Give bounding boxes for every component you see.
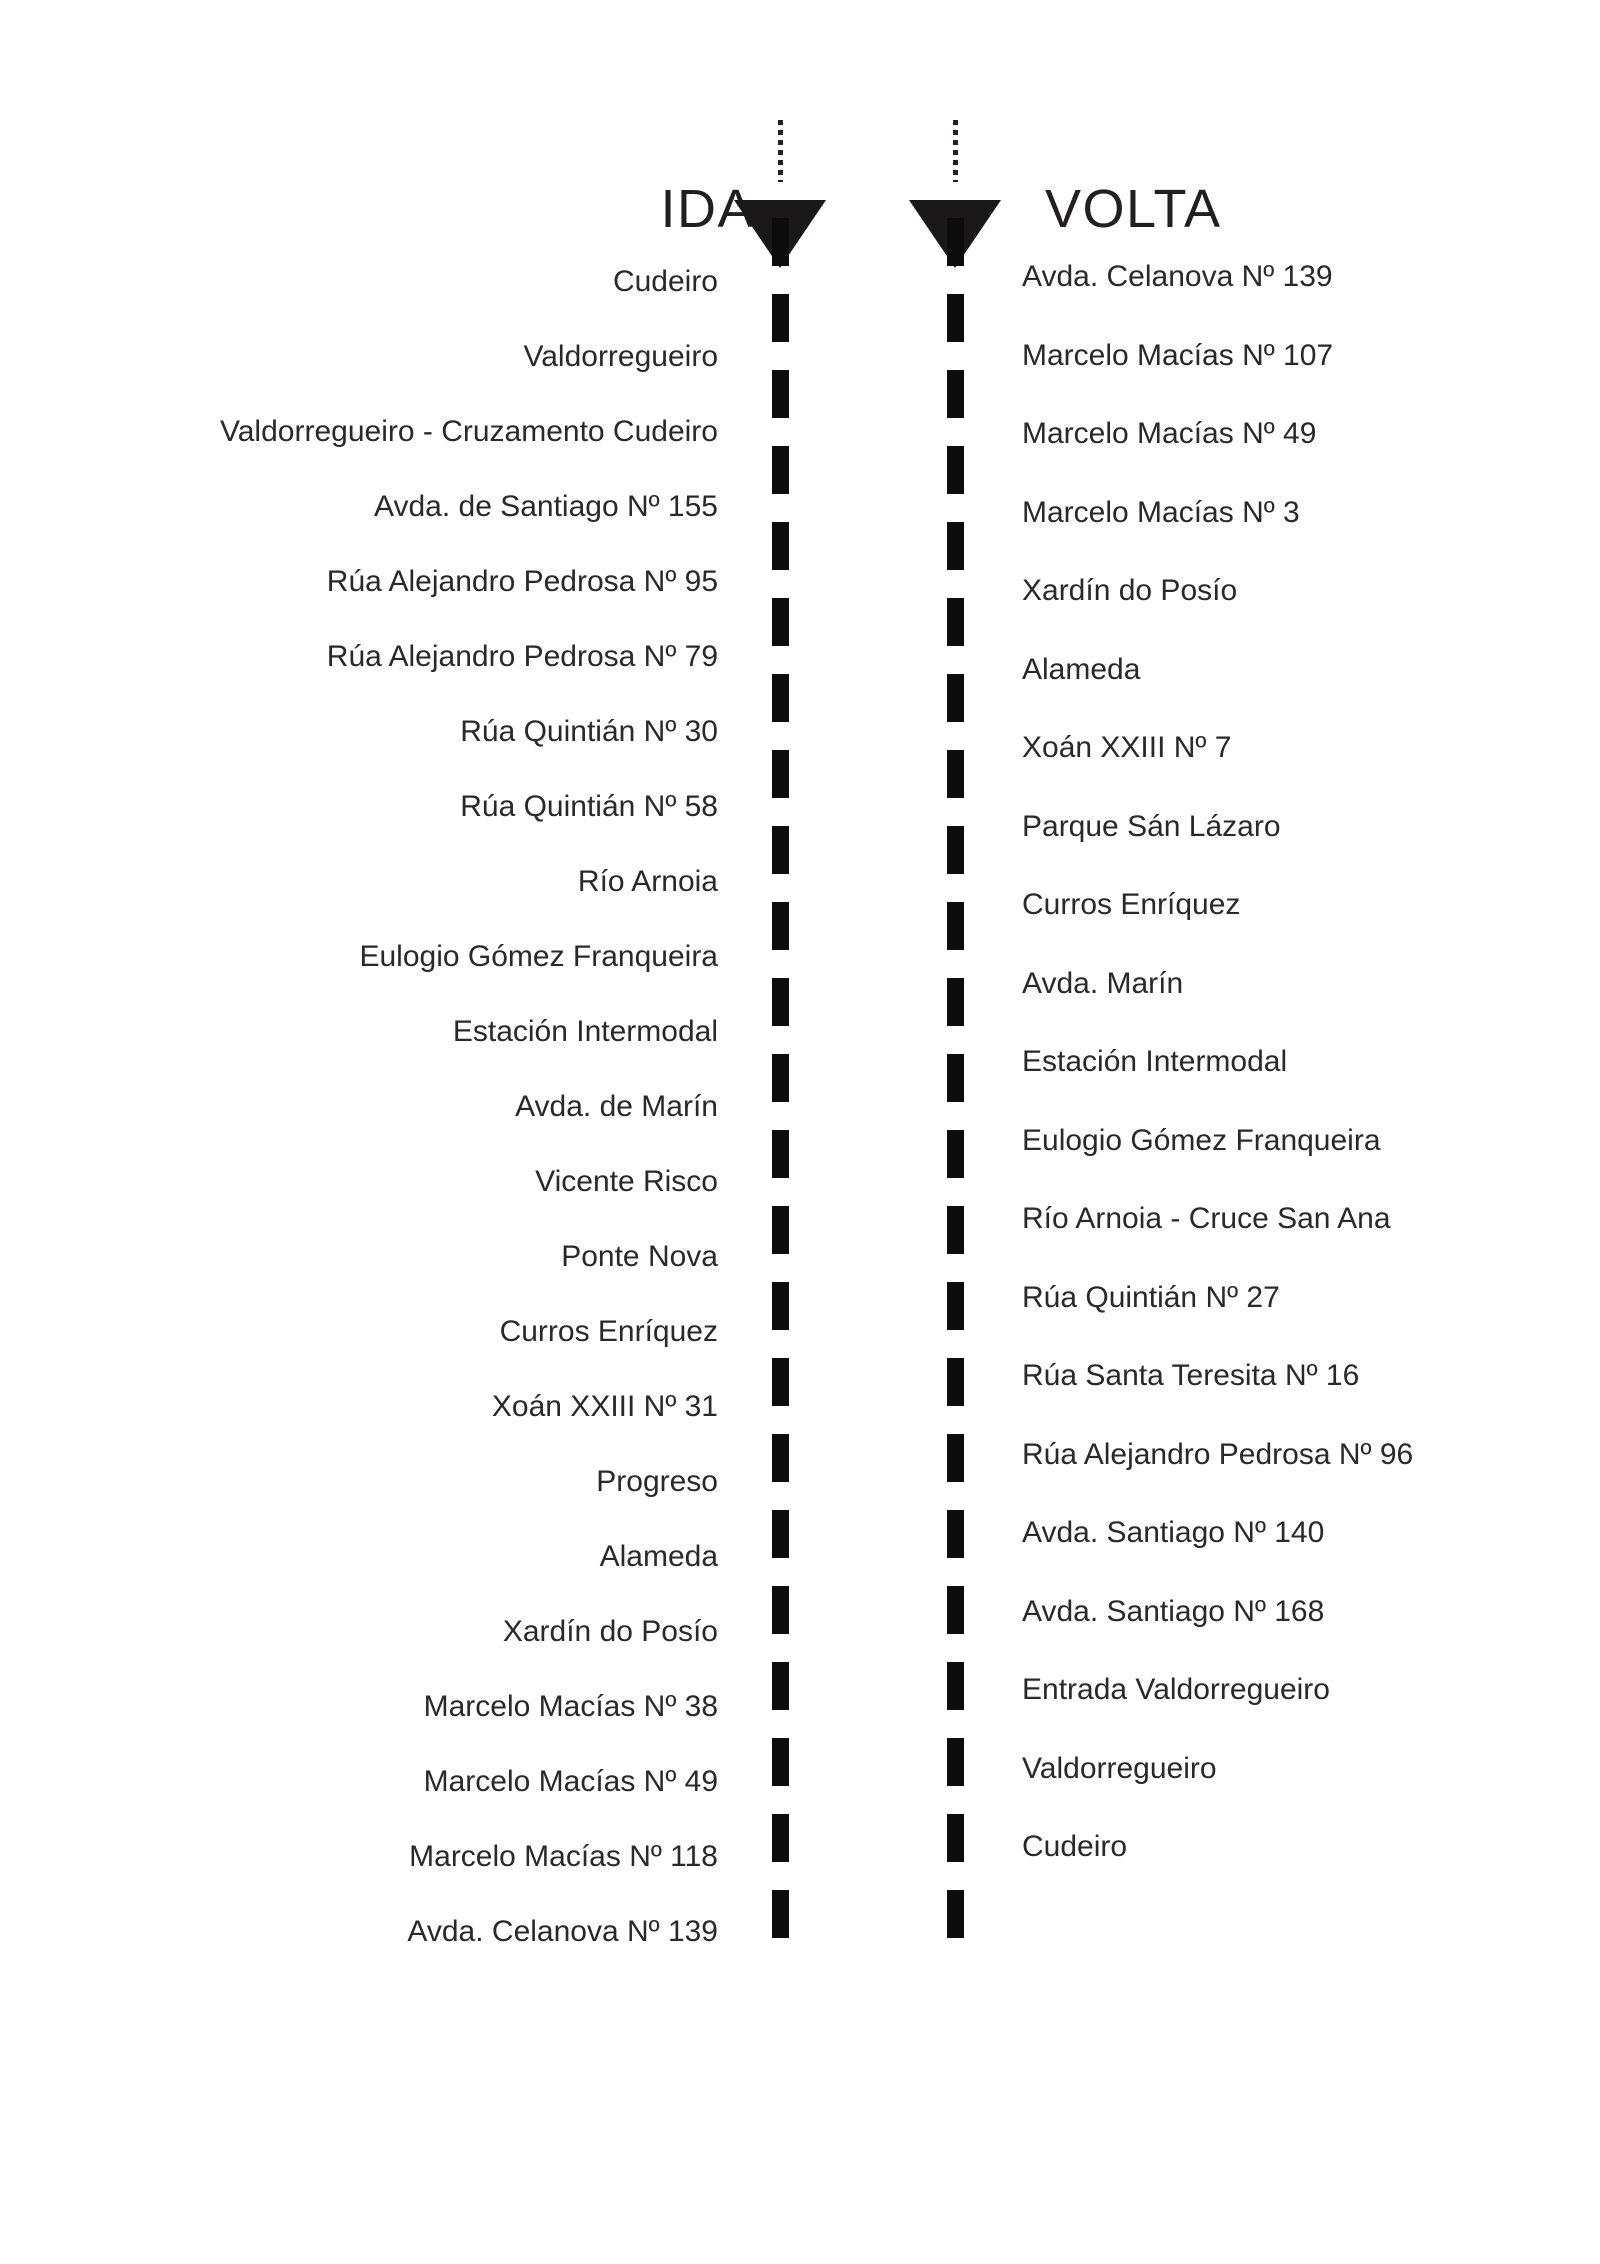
stop-item[interactable]: Marcelo Macías Nº 38 bbox=[423, 1690, 718, 1723]
route-spine-ida bbox=[772, 218, 789, 1943]
stop-item[interactable]: Río Arnoia bbox=[577, 865, 718, 898]
stop-item[interactable]: Entrada Valdorregueiro bbox=[1022, 1673, 1330, 1706]
stop-item[interactable]: Marcelo Macías Nº 107 bbox=[1022, 338, 1334, 372]
stop-item[interactable]: Parque Sán Lázaro bbox=[1022, 809, 1281, 843]
stop-item[interactable]: Rúa Alejandro Pedrosa Nº 95 bbox=[326, 565, 718, 598]
stop-item[interactable]: Xoán XXIII Nº 7 bbox=[1022, 731, 1232, 764]
stop-item[interactable]: Valdorregueiro bbox=[1022, 1751, 1217, 1785]
direction-label-ida: IDA bbox=[660, 179, 755, 239]
stop-item[interactable]: Rúa Quintián Nº 58 bbox=[460, 790, 718, 823]
dotted-stub-volta-icon bbox=[953, 120, 958, 182]
stop-item[interactable]: Avda. de Marín bbox=[515, 1090, 718, 1123]
stop-item[interactable]: Avda. Santiago Nº 168 bbox=[1022, 1594, 1325, 1628]
stop-item[interactable]: Avda. Celanova Nº 139 bbox=[1022, 260, 1333, 293]
stop-item[interactable]: Curros Enríquez bbox=[1022, 888, 1241, 921]
stop-item[interactable]: Eulogio Gómez Franqueira bbox=[1022, 1123, 1381, 1157]
stop-item[interactable]: Rúa Alejandro Pedrosa Nº 79 bbox=[326, 640, 718, 673]
stop-item[interactable]: Curros Enríquez bbox=[499, 1315, 718, 1348]
stop-item[interactable]: Avda. Santiago Nº 140 bbox=[1022, 1516, 1325, 1549]
stop-item[interactable]: Avda. de Santiago Nº 155 bbox=[374, 490, 718, 523]
stop-item[interactable]: Cudeiro bbox=[1022, 1830, 1128, 1863]
stop-item[interactable]: Rúa Quintián Nº 30 bbox=[460, 715, 718, 748]
route-spine-volta bbox=[947, 218, 964, 1943]
stop-item[interactable]: Marcelo Macías Nº 3 bbox=[1022, 495, 1300, 529]
stop-item[interactable]: Marcelo Macías Nº 49 bbox=[423, 1765, 718, 1798]
stop-item[interactable]: Alameda bbox=[1022, 652, 1141, 686]
stop-item[interactable]: Avda. Celanova Nº 139 bbox=[407, 1915, 718, 1948]
stop-item[interactable]: Valdorregueiro bbox=[523, 340, 718, 373]
stop-item[interactable]: Cudeiro bbox=[612, 265, 718, 298]
stop-item[interactable]: Progreso bbox=[596, 1465, 718, 1498]
stop-item[interactable]: Xardín do Posío bbox=[1022, 574, 1238, 607]
stop-item[interactable]: Rúa Quintián Nº 27 bbox=[1022, 1280, 1280, 1314]
stop-item[interactable]: Xoán XXIII Nº 31 bbox=[491, 1390, 718, 1423]
stop-item[interactable]: Estación Intermodal bbox=[1022, 1045, 1288, 1078]
stop-item[interactable]: Rúa Alejandro Pedrosa Nº 96 bbox=[1022, 1437, 1414, 1471]
stop-item[interactable]: Avda. Marín bbox=[1022, 966, 1184, 1000]
direction-label-volta: VOLTA bbox=[1045, 179, 1222, 239]
stop-item[interactable]: Ponte Nova bbox=[561, 1240, 718, 1273]
stop-item[interactable]: Valdorregueiro - Cruzamento Cudeiro bbox=[219, 415, 718, 448]
stop-item[interactable]: Marcelo Macías Nº 118 bbox=[409, 1840, 718, 1873]
stop-item[interactable]: Río Arnoia - Cruce San Ana bbox=[1022, 1202, 1391, 1235]
stop-item[interactable]: Alameda bbox=[599, 1540, 718, 1573]
dotted-stub-ida-icon bbox=[778, 120, 783, 182]
stop-item[interactable]: Rúa Santa Teresita Nº 16 bbox=[1022, 1359, 1360, 1392]
stop-item[interactable]: Eulogio Gómez Franqueira bbox=[359, 940, 718, 973]
diagram-header bbox=[0, 60, 1600, 239]
stop-item[interactable]: Xardín do Posío bbox=[502, 1615, 718, 1648]
stop-item[interactable]: Vicente Risco bbox=[535, 1165, 718, 1198]
stop-item[interactable]: Marcelo Macías Nº 49 bbox=[1022, 417, 1317, 450]
stop-item[interactable]: Estación Intermodal bbox=[452, 1015, 718, 1048]
